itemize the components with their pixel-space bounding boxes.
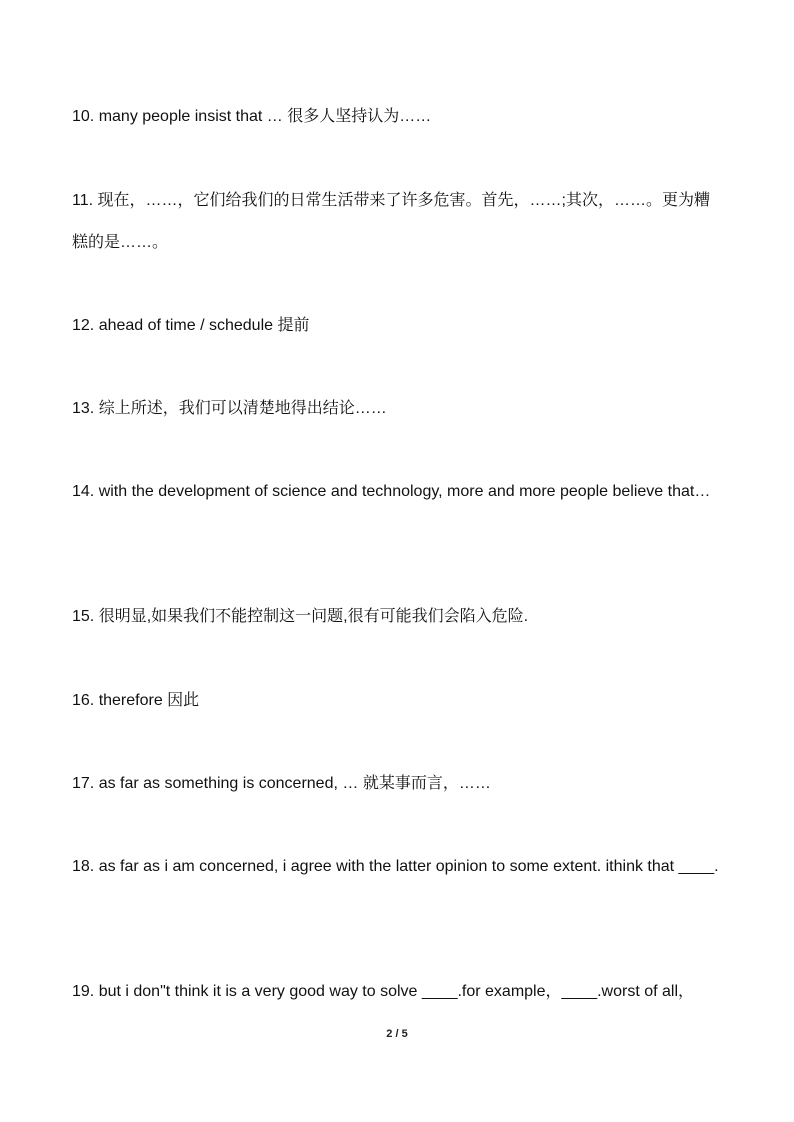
phrase-item-16: 16. therefore 因此 bbox=[72, 692, 200, 709]
page-number: 2 / 5 bbox=[386, 1028, 408, 1040]
phrase-item-13: 13. 综上所述，我们可以清楚地得出结论…… bbox=[72, 400, 387, 417]
phrase-item-17: 17. as far as something is concerned, … 就某事而言，…… bbox=[72, 775, 491, 792]
phrase-item-14: 14. with the development of science and technology, more and more people believe that… bbox=[72, 483, 711, 500]
phrase-item-19: 19. but i don"t think it is a very good way to solve ____.for example，____.worst of all， bbox=[72, 983, 695, 1000]
phrase-item-10: 10. many people insist that … 很多人坚持认为…… bbox=[72, 108, 432, 125]
phrase-item-12: 12. ahead of time / schedule 提前 bbox=[72, 317, 310, 334]
phrase-item-15: 15. 很明显,如果我们不能控制这一问题,很有可能我们会陷入危险. bbox=[72, 608, 529, 625]
phrase-item-11: 11. 现在，……，它们给我们的日常生活带来了许多危害。首先，……;其次，……。更为糟糕的是……。 bbox=[72, 192, 710, 251]
phrase-item-18: 18. as far as i am concerned, i agree with the latter opinion to some extent. ithink that ____. bbox=[72, 858, 719, 875]
